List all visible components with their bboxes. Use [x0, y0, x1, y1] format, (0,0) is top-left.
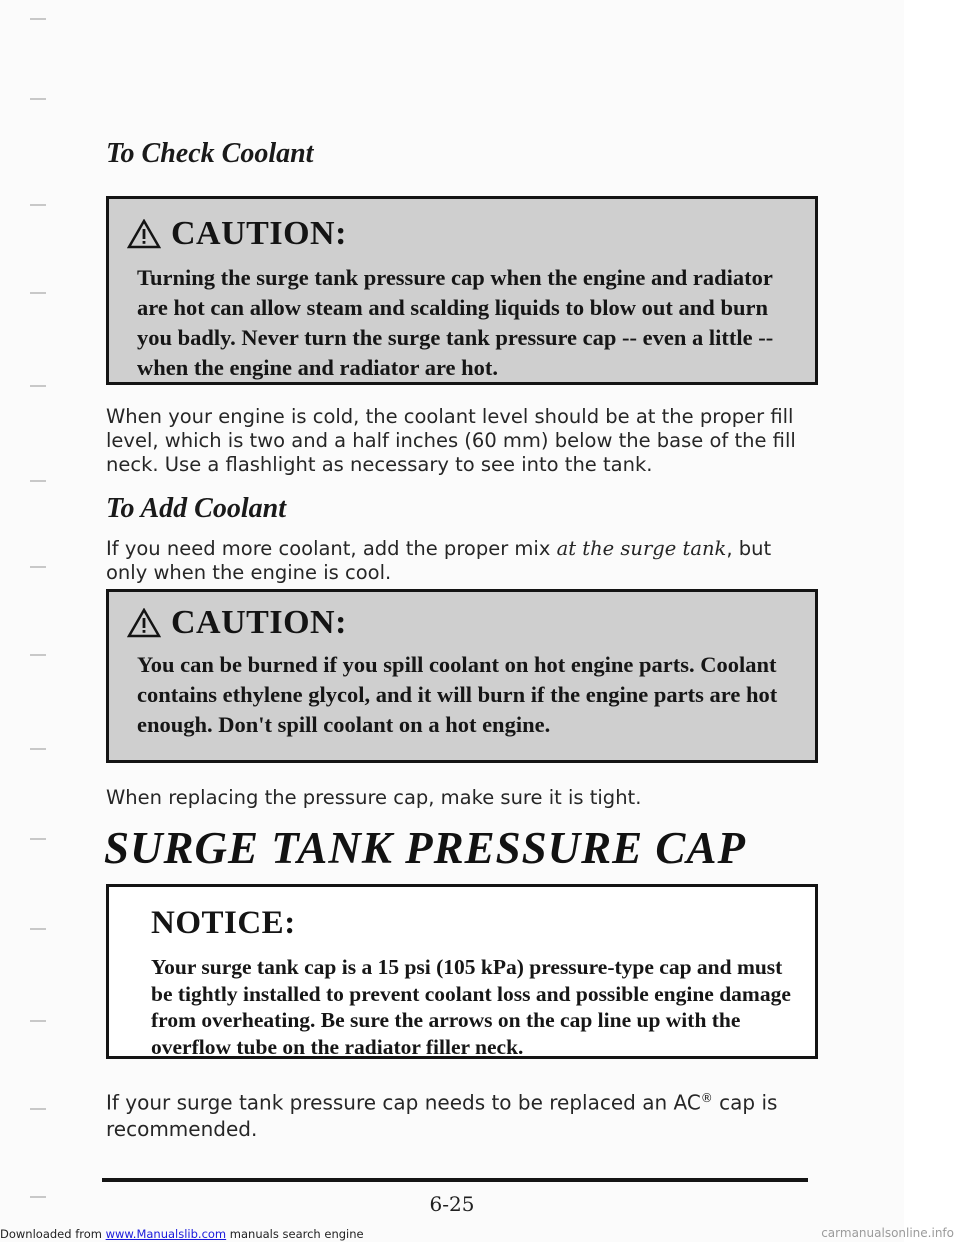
- emphasis-surge-tank: at the surge tank: [556, 537, 727, 560]
- paragraph-pressure-cap-tight: When replacing the pressure cap, make sure it is tight.: [106, 786, 642, 809]
- footer-suffix: manuals search engine: [229, 1227, 364, 1241]
- margin-tick: [30, 928, 46, 930]
- paragraph-coolant-level: When your engine is cold, the coolant level should be at the proper fill level, which is two and a half inches (60 mm) below the base of the fill neck. Use a flashlight as necessary to see into the tank.: [106, 405, 796, 476]
- margin-tick: [30, 654, 46, 656]
- caution-title-text: CAUTION:: [171, 215, 347, 252]
- margin-tick: [30, 1020, 46, 1022]
- caution-box-surge-tank: [106, 196, 818, 385]
- watermark-text: carmanualsonline.info: [821, 1226, 954, 1240]
- margin-tick: [30, 1108, 46, 1110]
- warning-triangle-icon: [127, 219, 161, 249]
- footer-rule: [102, 1178, 808, 1182]
- notice-box: [106, 884, 818, 1059]
- margin-tick: [30, 838, 46, 840]
- caution-title: [127, 215, 795, 253]
- paragraph-replacement-cap: [106, 1085, 806, 1142]
- paragraph-add-coolant-text: If you need more coolant, add the proper mix: [106, 537, 551, 560]
- margin-tick: [30, 566, 46, 568]
- caution-text: Turning the surge tank pressure cap when the engine and radiator are hot can allow steam and scalding liquids to blow out and burn you badly. Never turn the surge tank pressure cap -- even a little -- when the engine and radiator are hot.: [137, 265, 774, 380]
- paragraph-replacement-text: If your surge tank pressure cap needs to be replaced an AC: [106, 1090, 701, 1115]
- footer-prefix: Downloaded from: [0, 1227, 102, 1241]
- margin-tick: [30, 292, 46, 294]
- manualslib-link[interactable]: www.Manualslib.com: [105, 1227, 227, 1241]
- caution-box-spill: [106, 589, 818, 763]
- margin-tick: [30, 480, 46, 482]
- caution-text: You can be burned if you spill coolant on hot engine parts. Coolant contains ethylene glycol, and it will burn if the engine parts are hot enough. Don't spill coolant on a hot engine.: [137, 652, 778, 737]
- paragraph-add-coolant-tail: , but only when the engine is cool.: [106, 537, 772, 584]
- caution-title-text: CAUTION:: [171, 604, 347, 641]
- margin-tick: [30, 98, 46, 100]
- heading-add-coolant: To Add Coolant: [106, 493, 286, 524]
- notice-text: Your surge tank cap is a 15 psi (105 kPa) pressure-type cap and must be tightly installed to prevent coolant loss and possible engine damage from overheating. Be sure the arrows on the cap line up with the overflow tube on the radiator filler neck.: [151, 955, 791, 1059]
- section-title-surge-tank-cap: SURGE TANK PRESSURE CAP: [104, 823, 746, 873]
- margin-tick: [30, 204, 46, 206]
- notice-title: NOTICE:: [151, 905, 296, 941]
- margin-tick: [30, 748, 46, 750]
- margin-tick: [30, 385, 46, 387]
- margin-tick: [30, 18, 46, 20]
- page-number: 6-25: [429, 1192, 475, 1216]
- paragraph-replacement-tail: cap is recommended.: [106, 1090, 778, 1141]
- page-edge: [904, 0, 960, 1242]
- caution-title: [127, 604, 795, 642]
- registered-mark: ®: [700, 1091, 713, 1105]
- heading-check-coolant: To Check Coolant: [106, 138, 314, 169]
- paragraph-add-coolant: [106, 537, 806, 585]
- warning-triangle-icon: [127, 608, 161, 638]
- download-footer: [0, 1227, 364, 1241]
